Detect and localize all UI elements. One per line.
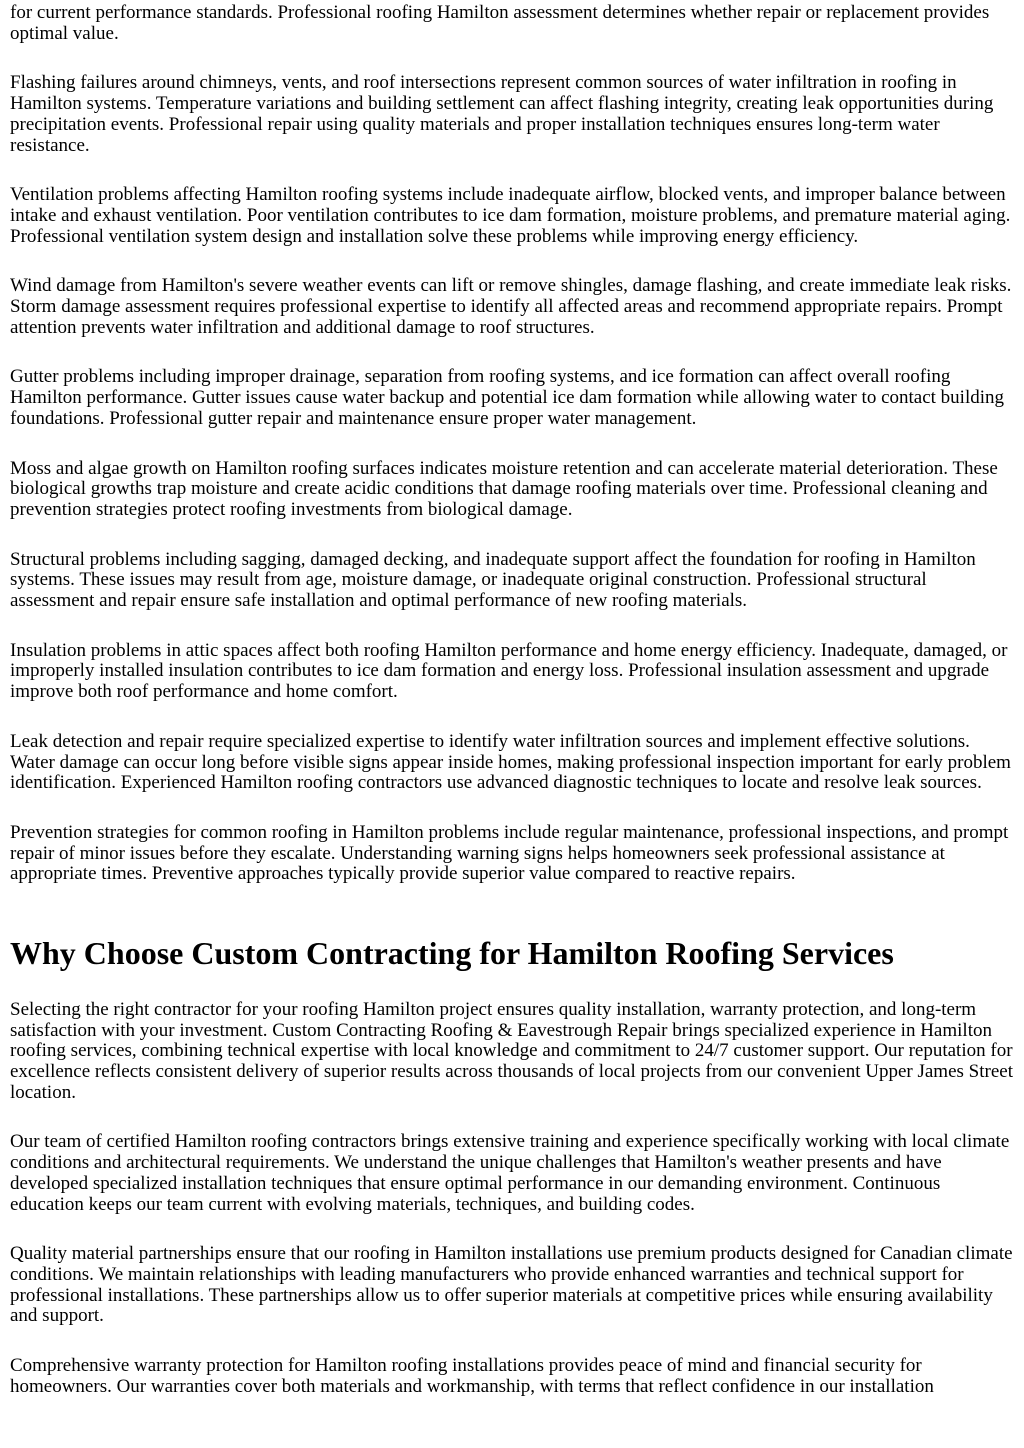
- paragraph-ventilation-problems: Ventilation problems affecting Hamilton roofing systems include inadequate airflow, blocked vents, and improper balance between intake and exhaust ventilation. Poor ventilation contributes to ice dam formation, moisture problems, and premature material aging. Professional ventilation system design and installation solve these problems while improving energy efficiency.: [10, 184, 1011, 247]
- paragraph-certified-team: Our team of certified Hamilton roofing contractors brings extensive training and experience specifically working with local climate conditions and architectural requirements. We understand the unique challenges that Hamilton's weather presents and have developed specialized installation techniques that ensure optimal performance in our demanding environment. Continuous education keeps our team current with evolving materials, techniques, and building codes.: [10, 1131, 1010, 1215]
- paragraph-structural-problems: Structural problems including sagging, damaged decking, and inadequate support affect the foundation for roofing in Hamilton systems. These issues may result from age, moisture damage, or inadequate original construction. Professional structural assessment and repair ensure safe installation and optimal performance of new roofing materials.: [10, 548, 976, 612]
- paragraph-selecting-contractor: Selecting the right contractor for your roofing Hamilton project ensures quality installation, warranty protection, and long-term satisfaction with your investment. Custom Contracting Roofing & Eavestrough Repair brings specialized experience in Hamilton roofing services, combining technical expertise with local knowledge and commitment to 24/7 customer support. Our reputation for excellence reflects consistent delivery of superior results across thousands of local projects from our convenient Upper James Street location.: [10, 998, 1013, 1103]
- paragraph-moss-algae: Moss and algae growth on Hamilton roofing surfaces indicates moisture retention and can accelerate material deterioration. These biological growths trap moisture and create acidic conditions that damage roofing materials over time. Professional cleaning and prevention strategies protect roofing investments from biological damage.: [10, 457, 998, 520]
- paragraph-flashing-failures: Flashing failures around chimneys, vents, and roof intersections represent common sources of water infiltration in roofing in Hamilton systems. Temperature variations and building settlement can affect flashing integrity, creating leak opportunities during precipitation events. Professional repair using quality materials and proper installation techniques ensures long-term water resistance.: [10, 72, 994, 156]
- paragraph-gutter-problems: Gutter problems including improper drainage, separation from roofing systems, and ice formation can affect overall roofing Hamilton performance. Gutter issues cause water backup and potential ice dam formation while allowing water to contact building foundations. Professional gutter repair and maintenance ensure proper water management.: [10, 366, 1005, 429]
- paragraph-material-partnerships: Quality material partnerships ensure that our roofing in Hamilton installations use premium products designed for Canadian climate conditions. We maintain relationships with leading manufacturers who provide enhanced warranties and technical support for professional installations. These partnerships allow us to offer superior materials at competitive prices while ensuring availability and support.: [10, 1243, 1013, 1327]
- paragraph-assessment-value: for current performance standards. Professional roofing Hamilton assessment determines whether repair or replacement provides optimal value.: [10, 2, 990, 44]
- paragraph-leak-detection: Leak detection and repair require specialized expertise to identify water infiltration sources and implement effective solutions. Water damage can occur long before visible signs appear inside homes, making professional inspection important for early problem identification. Experienced Hamilton roofing contractors use advanced diagnostic techniques to locate and resolve leak sources.: [10, 730, 1011, 794]
- paragraph-prevention-strategies: Prevention strategies for common roofing in Hamilton problems include regular maintenance, professional inspections, and prompt repair of minor issues before they escalate. Understanding warning signs helps homeowners seek professional assistance at appropriate times. Preventive approaches typically provide superior value compared to reactive repairs.: [10, 821, 1009, 885]
- paragraph-insulation-problems: Insulation problems in attic spaces affect both roofing Hamilton performance and home energy efficiency. Inadequate, damaged, or improperly installed insulation contributes to ice dam formation and energy loss. Professional insulation assessment and upgrade improve both roof performance and home comfort.: [10, 639, 1008, 703]
- paragraph-wind-damage: Wind damage from Hamilton's severe weather events can lift or remove shingles, damage flashing, and create immediate leak risks. Storm damage assessment requires professional expertise to identify all affected areas and recommend appropriate repairs. Prompt attention prevents water infiltration and additional damage to roof structures.: [10, 275, 1012, 338]
- paragraph-warranty-protection: Comprehensive warranty protection for Hamilton roofing installations provides peace of mind and financial security for homeowners. Our warranties cover both materials and workmanship, with terms that reflect confidence in our installation: [10, 1355, 934, 1397]
- section-heading-why-choose: Why Choose Custom Contracting for Hamilton Roofing Services: [10, 935, 894, 972]
